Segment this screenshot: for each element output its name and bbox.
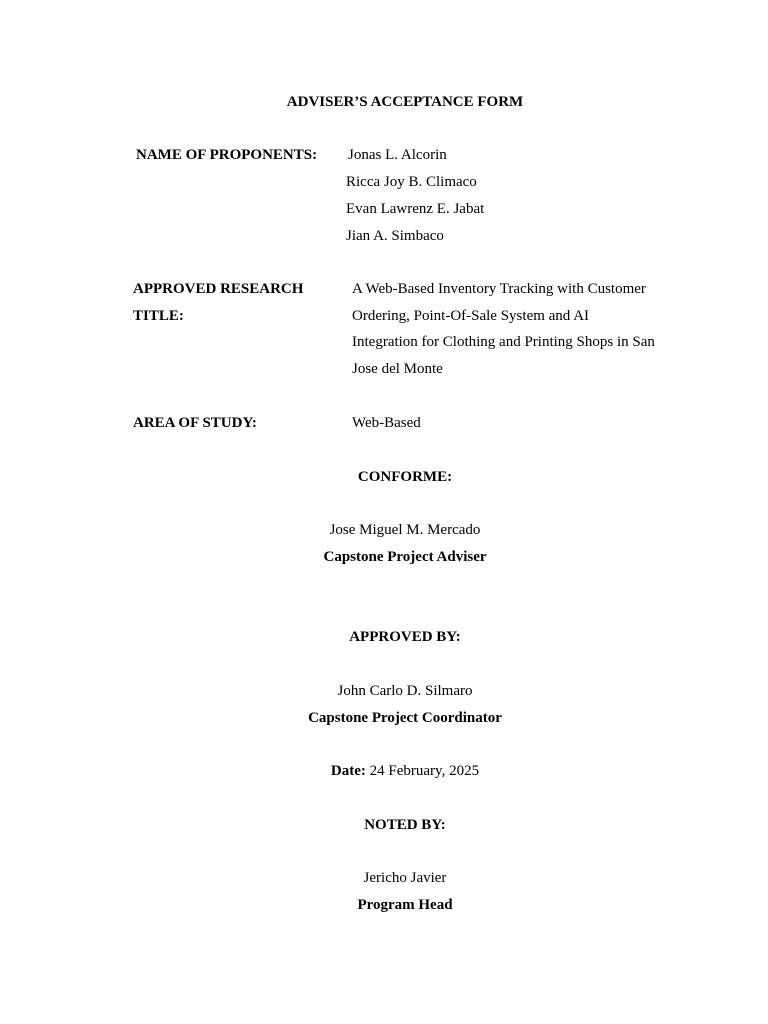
proponent-name: Jonas L. Alcorin bbox=[348, 147, 447, 163]
area-of-study-value: Web-Based bbox=[352, 415, 421, 431]
proponent-name: Jian A. Simbaco bbox=[346, 228, 444, 244]
coordinator-role: Capstone Project Coordinator bbox=[308, 710, 502, 726]
form-title: ADVISER’S ACCEPTANCE FORM bbox=[286, 94, 524, 110]
conforme-heading: CONFORME: bbox=[357, 469, 453, 485]
date-line bbox=[0, 762, 768, 780]
program-head-role: Program Head bbox=[357, 897, 453, 913]
adviser-role: Capstone Project Adviser bbox=[323, 549, 487, 565]
date-value: 24 February, 2025 bbox=[369, 763, 480, 779]
adviser-name: Jose Miguel M. Mercado bbox=[329, 522, 481, 538]
area-of-study-label: AREA OF STUDY: bbox=[133, 415, 257, 431]
research-title-label-cont: TITLE: bbox=[133, 308, 184, 324]
proponent-name: Evan Lawrenz E. Jabat bbox=[346, 201, 485, 217]
research-title-label: APPROVED RESEARCH bbox=[133, 281, 304, 297]
noted-heading: NOTED BY: bbox=[364, 817, 446, 833]
proponents-label: NAME OF PROPONENTS: bbox=[136, 147, 318, 163]
research-title-line: A Web-Based Inventory Tracking with Customer bbox=[352, 281, 646, 297]
research-title-line: Integration for Clothing and Printing Shops in San bbox=[352, 334, 655, 350]
approved-heading: APPROVED BY: bbox=[349, 629, 461, 645]
research-title-line: Jose del Monte bbox=[352, 361, 443, 377]
research-title-line: Ordering, Point-Of-Sale System and AI bbox=[352, 308, 590, 324]
date-label: Date: bbox=[330, 763, 366, 779]
proponent-name: Ricca Joy B. Climaco bbox=[346, 174, 477, 190]
coordinator-name: John Carlo D. Silmaro bbox=[337, 683, 473, 699]
program-head-name: Jericho Javier bbox=[363, 870, 447, 886]
